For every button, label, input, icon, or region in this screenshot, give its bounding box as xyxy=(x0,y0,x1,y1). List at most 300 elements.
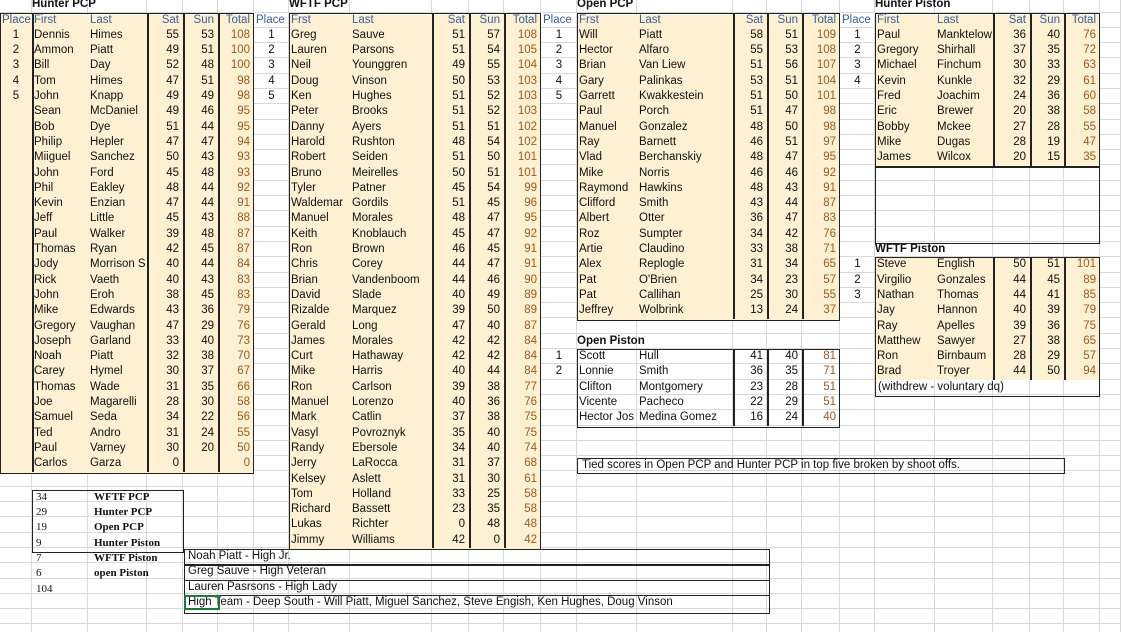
table-cell[interactable]: Hawkins xyxy=(639,181,683,194)
table-cell[interactable] xyxy=(0,395,32,410)
table-cell[interactable] xyxy=(0,227,32,242)
table-cell[interactable]: 39 xyxy=(1013,319,1026,332)
table-cell[interactable]: Robert xyxy=(291,151,326,164)
table-cell[interactable]: Piatt xyxy=(90,44,114,57)
table-cell[interactable]: Palinkas xyxy=(639,74,683,87)
table-cell[interactable]: 45 xyxy=(166,212,179,225)
table-cell[interactable]: 4 xyxy=(555,74,563,87)
table-cell[interactable]: Chris xyxy=(291,258,318,271)
table-cell[interactable]: 36 xyxy=(1013,28,1026,41)
table-cell[interactable]: Ray xyxy=(877,319,898,332)
table-cell[interactable]: 51 xyxy=(452,197,465,210)
table-cell[interactable]: 30 xyxy=(1013,59,1026,72)
table-cell[interactable]: Younggren xyxy=(352,59,408,72)
table-cell[interactable]: 4 xyxy=(12,74,20,87)
table-cell[interactable] xyxy=(254,472,289,487)
table-cell[interactable]: 52 xyxy=(487,105,500,118)
table-cell[interactable]: 52 xyxy=(166,59,179,72)
table-cell[interactable]: 50 xyxy=(785,90,798,102)
table-cell[interactable]: Richard xyxy=(291,503,331,516)
table-cell[interactable] xyxy=(541,211,577,226)
table-cell[interactable]: 38 xyxy=(201,350,214,363)
table-cell[interactable]: 60 xyxy=(1083,90,1096,102)
table-cell[interactable]: Lukas xyxy=(291,518,322,531)
table-cell[interactable] xyxy=(0,364,32,379)
table-cell[interactable]: 33 xyxy=(750,243,763,255)
table-cell[interactable]: Replogle xyxy=(639,258,685,271)
table-cell[interactable]: Tom xyxy=(291,487,313,500)
table-cell[interactable] xyxy=(0,426,32,441)
table-cell[interactable]: 29 xyxy=(1047,74,1060,87)
table-cell[interactable]: 30 xyxy=(487,472,500,485)
table-cell[interactable]: James xyxy=(291,334,325,347)
table-cell[interactable]: Kunkle xyxy=(937,74,973,87)
table-cell[interactable]: 36 xyxy=(201,304,214,317)
table-cell[interactable]: Himes xyxy=(90,74,123,87)
table-cell[interactable]: Alex xyxy=(579,258,602,271)
table-cell[interactable]: Steve xyxy=(877,258,907,271)
table-cell[interactable]: 51 xyxy=(750,90,763,102)
table-cell[interactable]: 49 xyxy=(166,44,179,57)
table-cell[interactable]: Tom xyxy=(34,74,56,87)
table-cell[interactable]: 5 xyxy=(12,90,20,102)
table-cell[interactable]: 76 xyxy=(237,319,250,332)
table-cell[interactable]: 98 xyxy=(237,74,250,87)
table-cell[interactable]: Danny xyxy=(291,120,325,133)
table-cell[interactable]: 50 xyxy=(1047,365,1060,378)
table-cell[interactable]: 38 xyxy=(1047,105,1060,118)
table-cell[interactable]: Birnbaum xyxy=(937,350,987,363)
table-cell[interactable]: Day xyxy=(90,59,111,72)
table-cell[interactable]: Mike xyxy=(579,166,604,179)
table-cell[interactable] xyxy=(254,257,289,272)
table-cell[interactable]: 45 xyxy=(452,181,465,194)
table-cell[interactable]: Roz xyxy=(579,227,600,240)
table-cell[interactable]: Marquez xyxy=(352,304,397,317)
table-cell[interactable] xyxy=(840,349,875,364)
table-cell[interactable] xyxy=(254,211,289,226)
table-cell[interactable]: 46 xyxy=(750,166,763,179)
column-header[interactable]: Last xyxy=(937,13,959,26)
table-cell[interactable]: 100 xyxy=(230,59,250,72)
table-cell[interactable]: Montgomery xyxy=(639,380,703,393)
table-cell[interactable]: 90 xyxy=(524,273,537,286)
table-cell[interactable]: 51 xyxy=(750,59,763,72)
table-cell[interactable]: Alfaro xyxy=(639,44,670,57)
table-cell[interactable]: 46 xyxy=(487,273,500,286)
count-value[interactable]: 34 xyxy=(36,490,47,503)
table-cell[interactable] xyxy=(541,303,577,318)
table-cell[interactable]: Callihan xyxy=(639,288,681,301)
table-cell[interactable] xyxy=(0,273,32,288)
table-cell[interactable]: 71 xyxy=(823,243,836,255)
table-cell[interactable] xyxy=(254,502,289,517)
table-cell[interactable] xyxy=(541,120,577,135)
table-cell[interactable]: 48 xyxy=(166,181,179,194)
column-header[interactable]: Sat xyxy=(1008,13,1026,26)
table-cell[interactable]: 45 xyxy=(201,243,214,255)
column-header[interactable]: Last xyxy=(639,13,661,26)
table-cell[interactable]: 16 xyxy=(750,411,763,424)
table-cell[interactable] xyxy=(840,319,875,334)
table-cell[interactable]: 50 xyxy=(1013,258,1026,271)
table-cell[interactable] xyxy=(254,334,289,349)
table-cell[interactable]: 76 xyxy=(823,227,836,240)
table-cell[interactable]: 50 xyxy=(452,166,465,179)
table-cell[interactable]: Catlin xyxy=(352,411,382,424)
table-cell[interactable]: Bill xyxy=(34,59,50,72)
count-label[interactable]: WFTF Piston xyxy=(94,552,158,564)
table-cell[interactable] xyxy=(0,441,32,456)
table-cell[interactable] xyxy=(840,120,875,135)
table-cell[interactable]: 47 xyxy=(487,212,500,225)
table-cell[interactable]: 49 xyxy=(201,90,214,102)
table-cell[interactable]: 68 xyxy=(524,457,537,470)
table-cell[interactable]: 47 xyxy=(785,151,798,164)
table-cell[interactable]: Brooks xyxy=(352,105,388,118)
table-cell[interactable]: 55 xyxy=(237,426,250,439)
table-cell[interactable]: Piatt xyxy=(90,350,114,363)
table-cell[interactable]: 108 xyxy=(230,28,250,41)
table-cell[interactable]: 0 xyxy=(493,533,500,546)
table-cell[interactable]: 47 xyxy=(785,105,798,118)
table-cell[interactable]: 45 xyxy=(1047,273,1060,286)
table-cell[interactable]: 48 xyxy=(201,227,214,240)
table-cell[interactable]: 50 xyxy=(487,304,500,317)
table-cell[interactable]: 40 xyxy=(452,396,465,408)
table-cell[interactable]: 54 xyxy=(487,135,500,148)
table-cell[interactable] xyxy=(0,135,32,150)
table-cell[interactable]: 101 xyxy=(1076,258,1096,271)
table-cell[interactable]: 103 xyxy=(517,74,537,87)
selected-cell[interactable] xyxy=(184,595,220,610)
table-cell[interactable]: 51 xyxy=(785,74,798,87)
column-header[interactable]: Place xyxy=(842,13,871,26)
table-cell[interactable]: Mike xyxy=(877,135,902,148)
table-cell[interactable]: Ron xyxy=(291,380,313,393)
table-cell[interactable] xyxy=(254,242,289,257)
table-cell[interactable] xyxy=(254,150,289,165)
table-cell[interactable]: 94 xyxy=(1083,365,1096,378)
table-cell[interactable]: 87 xyxy=(237,243,250,255)
column-header[interactable]: First xyxy=(877,13,900,26)
table-cell[interactable]: 66 xyxy=(237,380,250,393)
table-cell[interactable]: 4 xyxy=(268,74,275,87)
section-title-hunter_piston[interactable]: Hunter Piston xyxy=(875,0,951,11)
table-cell[interactable]: 51 xyxy=(1047,258,1060,271)
table-cell[interactable] xyxy=(0,181,32,196)
table-cell[interactable]: 23 xyxy=(452,503,465,516)
table-cell[interactable]: Lauren xyxy=(291,44,327,57)
table-cell[interactable]: Finchum xyxy=(937,59,982,72)
table-cell[interactable]: Brian xyxy=(579,59,606,72)
withdrew-note[interactable]: (withdrew - voluntary dq) xyxy=(878,380,1004,393)
table-cell[interactable]: Ron xyxy=(877,350,899,363)
table-cell[interactable]: Carlson xyxy=(352,380,392,393)
table-cell[interactable]: 45 xyxy=(452,227,465,240)
column-header[interactable]: Total xyxy=(512,13,537,26)
table-cell[interactable]: Virgilio xyxy=(877,273,912,286)
table-cell[interactable]: 51 xyxy=(750,105,763,118)
table-cell[interactable]: Jimmy xyxy=(291,533,325,546)
column-header[interactable]: Last xyxy=(352,13,374,26)
table-cell[interactable]: Gonzalez xyxy=(639,120,688,133)
table-cell[interactable]: 49 xyxy=(166,105,179,118)
table-cell[interactable]: 96 xyxy=(524,197,537,210)
table-cell[interactable]: 51 xyxy=(201,44,214,57)
table-cell[interactable]: 37 xyxy=(487,457,500,470)
table-cell[interactable]: 1 xyxy=(12,28,20,41)
table-cell[interactable]: 47 xyxy=(785,212,798,225)
table-cell[interactable]: Joe xyxy=(34,396,53,408)
table-cell[interactable]: Gerald xyxy=(291,319,326,332)
table-cell[interactable]: 58 xyxy=(1083,105,1096,118)
table-cell[interactable] xyxy=(254,487,289,502)
table-cell[interactable] xyxy=(840,135,875,150)
table-cell[interactable]: 44 xyxy=(452,258,465,271)
table-cell[interactable]: 0 xyxy=(243,457,250,470)
table-cell[interactable]: Ted xyxy=(34,426,53,439)
table-cell[interactable]: 44 xyxy=(452,273,465,286)
table-cell[interactable] xyxy=(0,104,32,119)
table-cell[interactable]: 28 xyxy=(785,380,798,393)
table-cell[interactable] xyxy=(541,227,577,242)
table-cell[interactable]: 45 xyxy=(487,197,500,210)
table-cell[interactable]: Paul xyxy=(34,227,58,240)
table-cell[interactable]: 50 xyxy=(237,441,250,454)
table-cell[interactable] xyxy=(254,533,289,548)
table-cell[interactable]: 79 xyxy=(237,304,250,317)
table-cell[interactable]: 57 xyxy=(1083,350,1096,363)
count-label[interactable]: WFTF PCP xyxy=(94,490,150,503)
table-cell[interactable]: Povroznyk xyxy=(352,426,406,439)
table-cell[interactable]: 48 xyxy=(750,120,763,133)
table-cell[interactable]: Smith xyxy=(639,197,669,210)
table-cell[interactable]: 39 xyxy=(452,380,465,393)
column-header[interactable]: Sun xyxy=(777,13,798,26)
table-cell[interactable]: Vinson xyxy=(352,74,387,87)
table-cell[interactable]: 1 xyxy=(268,28,275,41)
table-cell[interactable]: Waldemar xyxy=(291,197,343,210)
table-cell[interactable]: 83 xyxy=(823,212,836,225)
table-cell[interactable]: 34 xyxy=(750,273,763,286)
table-cell[interactable]: Gregory xyxy=(34,319,76,332)
table-cell[interactable] xyxy=(541,181,577,196)
table-cell[interactable] xyxy=(0,257,32,272)
column-header[interactable]: First xyxy=(34,13,57,26)
table-cell[interactable]: Manktelow xyxy=(937,28,992,41)
table-cell[interactable]: 48 xyxy=(750,181,763,194)
table-cell[interactable]: 47 xyxy=(452,319,465,332)
table-cell[interactable]: Garland xyxy=(90,334,131,347)
table-cell[interactable]: Matthew xyxy=(877,334,921,347)
table-cell[interactable] xyxy=(254,227,289,242)
table-cell[interactable] xyxy=(541,104,577,119)
table-cell[interactable]: 98 xyxy=(823,105,836,118)
table-cell[interactable]: 50 xyxy=(785,120,798,133)
table-cell[interactable]: 51 xyxy=(452,151,465,164)
table-cell[interactable]: 34 xyxy=(452,441,465,454)
table-cell[interactable]: 40 xyxy=(487,426,500,439)
table-cell[interactable]: 4 xyxy=(854,74,861,87)
column-header[interactable]: Place xyxy=(543,13,572,26)
table-cell[interactable]: Bob xyxy=(34,120,55,133)
table-cell[interactable]: 109 xyxy=(816,28,836,41)
table-cell[interactable]: Gary xyxy=(579,74,604,87)
table-cell[interactable]: 51 xyxy=(452,28,465,41)
award-line[interactable]: Greg Sauve - High Veteran xyxy=(188,565,327,578)
table-cell[interactable]: 47 xyxy=(487,227,500,240)
count-value[interactable]: 19 xyxy=(36,521,47,534)
table-cell[interactable]: 87 xyxy=(524,319,537,332)
table-cell[interactable]: Thomas xyxy=(34,243,76,255)
table-cell[interactable]: 2 xyxy=(268,44,275,57)
table-cell[interactable]: 107 xyxy=(816,59,836,72)
table-cell[interactable]: 51 xyxy=(785,28,798,41)
table-cell[interactable]: 44 xyxy=(1013,288,1026,301)
table-cell[interactable]: 40 xyxy=(452,365,465,378)
table-cell[interactable]: Ebersole xyxy=(352,441,398,454)
table-cell[interactable]: 101 xyxy=(816,90,836,102)
table-cell[interactable]: Gregory xyxy=(877,44,919,57)
table-cell[interactable]: 52 xyxy=(487,90,500,102)
table-cell[interactable]: 103 xyxy=(517,105,537,118)
table-cell[interactable]: 108 xyxy=(816,44,836,57)
table-cell[interactable]: 36 xyxy=(750,212,763,225)
table-cell[interactable]: 36 xyxy=(1047,319,1060,332)
table-cell[interactable]: Edwards xyxy=(90,304,135,317)
table-cell[interactable]: Jay xyxy=(877,304,895,317)
table-cell[interactable]: Sumpter xyxy=(639,227,683,240)
table-cell[interactable]: Keith xyxy=(291,227,318,240)
table-cell[interactable]: 0 xyxy=(172,457,179,470)
table-cell[interactable]: 3 xyxy=(854,59,861,72)
table-cell[interactable] xyxy=(541,288,577,303)
table-cell[interactable]: 51 xyxy=(452,90,465,102)
table-cell[interactable]: 22 xyxy=(201,411,214,424)
table-cell[interactable]: 46 xyxy=(201,105,214,118)
table-cell[interactable]: 53 xyxy=(750,74,763,87)
table-cell[interactable]: Barnett xyxy=(639,135,677,148)
table-cell[interactable]: 23 xyxy=(785,273,798,286)
table-cell[interactable]: 20 xyxy=(1013,105,1026,118)
award-line[interactable]: Noah Piatt - High Jr. xyxy=(188,550,291,562)
table-cell[interactable]: Slade xyxy=(352,288,382,301)
table-cell[interactable]: 35 xyxy=(1083,151,1096,164)
table-cell[interactable]: Brian xyxy=(291,273,318,286)
table-cell[interactable]: 73 xyxy=(237,334,250,347)
table-cell[interactable]: Jody xyxy=(34,258,59,271)
table-cell[interactable]: 50 xyxy=(487,151,500,164)
tie-note[interactable]: Tied scores in Open PCP and Hunter PCP in top five broken by shoot offs. xyxy=(582,459,961,472)
table-cell[interactable]: Jeffrey xyxy=(579,304,614,317)
table-cell[interactable]: 31 xyxy=(452,457,465,470)
table-cell[interactable]: Garrett xyxy=(579,90,615,102)
table-cell[interactable]: 61 xyxy=(524,472,537,485)
table-cell[interactable]: 92 xyxy=(823,166,836,179)
table-cell[interactable]: Pat xyxy=(579,273,597,286)
table-cell[interactable]: Hathaway xyxy=(352,350,404,363)
table-cell[interactable]: Medina Gomez xyxy=(639,411,717,424)
table-cell[interactable] xyxy=(541,273,577,288)
table-cell[interactable]: 95 xyxy=(823,151,836,164)
table-cell[interactable]: 53 xyxy=(785,44,798,57)
table-cell[interactable]: Seda xyxy=(90,411,117,424)
table-cell[interactable]: 38 xyxy=(785,243,798,255)
table-cell[interactable]: 51 xyxy=(452,44,465,57)
table-cell[interactable]: 47 xyxy=(201,135,214,148)
table-cell[interactable]: John xyxy=(34,166,59,179)
count-label[interactable]: Hunter PCP xyxy=(94,506,153,519)
table-cell[interactable]: Patner xyxy=(352,181,386,194)
table-cell[interactable]: 5 xyxy=(555,90,563,102)
table-cell[interactable]: 43 xyxy=(201,212,214,225)
table-cell[interactable]: Meirelles xyxy=(352,166,399,179)
table-cell[interactable]: Hymel xyxy=(90,365,123,378)
table-cell[interactable]: Paul xyxy=(579,105,603,118)
table-cell[interactable]: Kwakkestein xyxy=(639,90,704,102)
table-cell[interactable] xyxy=(254,349,289,364)
table-cell[interactable]: 25 xyxy=(487,487,500,500)
table-cell[interactable]: 48 xyxy=(201,166,214,179)
table-cell[interactable]: 51 xyxy=(166,120,179,133)
table-cell[interactable]: 87 xyxy=(823,197,836,210)
table-cell[interactable]: Ken xyxy=(291,90,312,102)
table-cell[interactable] xyxy=(0,456,32,471)
table-cell[interactable]: 39 xyxy=(166,227,179,240)
table-cell[interactable]: 105 xyxy=(517,44,537,57)
column-header[interactable]: Place xyxy=(256,13,285,26)
table-cell[interactable]: Philip xyxy=(34,135,63,148)
table-cell[interactable]: Brown xyxy=(352,243,385,255)
table-cell[interactable]: 47 xyxy=(166,74,179,87)
table-cell[interactable]: 53 xyxy=(487,74,500,87)
table-cell[interactable]: 84 xyxy=(524,334,537,347)
table-cell[interactable]: Otter xyxy=(639,212,665,225)
table-cell[interactable]: 35 xyxy=(452,426,465,439)
table-cell[interactable]: 40 xyxy=(785,350,798,363)
table-cell[interactable] xyxy=(0,410,32,425)
table-cell[interactable]: 63 xyxy=(1083,59,1096,72)
table-cell[interactable] xyxy=(541,395,577,410)
table-cell[interactable]: 44 xyxy=(201,258,214,271)
table-cell[interactable]: Troyer xyxy=(937,365,970,378)
table-cell[interactable]: 30 xyxy=(201,396,214,408)
table-cell[interactable] xyxy=(254,410,289,425)
table-cell[interactable]: 75 xyxy=(524,411,537,424)
table-cell[interactable]: 51 xyxy=(487,166,500,179)
table-cell[interactable]: Carlos xyxy=(34,457,68,470)
table-cell[interactable] xyxy=(254,135,289,150)
table-cell[interactable]: Corey xyxy=(352,258,383,271)
table-cell[interactable]: Randy xyxy=(291,441,325,454)
table-cell[interactable]: Noah xyxy=(34,350,62,363)
table-cell[interactable]: 56 xyxy=(785,59,798,72)
table-cell[interactable]: 50 xyxy=(166,151,179,164)
table-cell[interactable]: Morrison S xyxy=(90,258,146,271)
table-cell[interactable]: 55 xyxy=(166,28,179,41)
table-cell[interactable]: 0 xyxy=(458,518,465,531)
table-cell[interactable]: 76 xyxy=(1083,28,1096,41)
table-cell[interactable]: 48 xyxy=(750,151,763,164)
table-cell[interactable] xyxy=(254,364,289,379)
table-cell[interactable] xyxy=(541,257,577,272)
table-cell[interactable]: Wade xyxy=(90,380,120,393)
table-cell[interactable]: 55 xyxy=(487,59,500,72)
table-cell[interactable]: 1 xyxy=(555,350,563,363)
table-cell[interactable]: 88 xyxy=(237,212,250,225)
table-cell[interactable]: Brewer xyxy=(937,105,974,118)
